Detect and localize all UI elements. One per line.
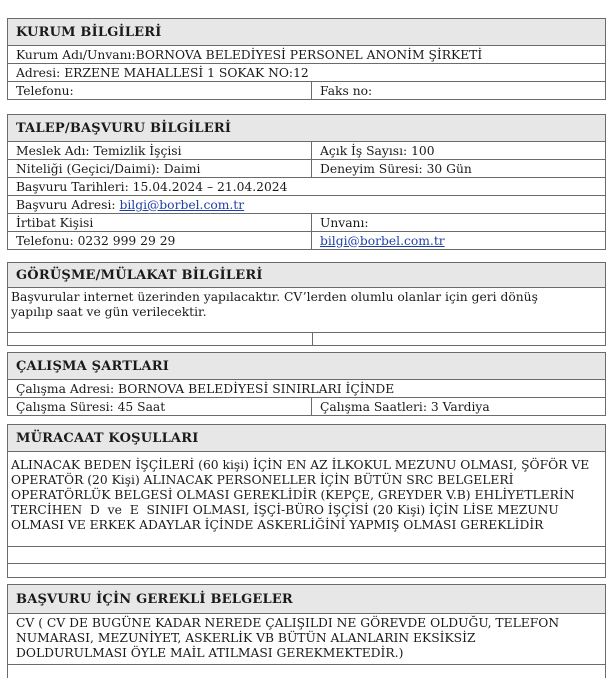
irtibat-email-cell xyxy=(312,232,445,249)
section-title: GÖRÜŞME/MÜLAKAT BİLGİLERİ xyxy=(16,267,263,283)
muracaat-line: OPERATÖRLÜK BELGESİ OLMASI GEREKLİDİR (KEPÇE, GREYDER V.B) EHLİYETLERİN xyxy=(11,488,575,502)
muracaat-line: OLMASI VE ERKEK ADAYLAR İÇİNDE ASKERLİĞİNİ YAPMIŞ OLMASI GEREKLİDİR xyxy=(11,518,544,532)
row-tarihler xyxy=(7,178,606,196)
blank-cell xyxy=(8,333,313,345)
row-telefon xyxy=(7,232,606,250)
belgeler-line: CV ( CV DE BUGÜNE KADAR NEREDE ÇALIŞILDI NE GÖREVDE OLDUĞU, TELEFON xyxy=(16,616,560,630)
basvuru-adresi xyxy=(8,196,605,213)
row-calisma-suresi xyxy=(7,398,606,416)
kurum-telefonu: Telefonu: xyxy=(8,82,312,99)
muracaat-line: OPERATÖR (20 Kişi) ALINACAK PERSONELLER İÇİN BÜTÜN SRC BELGELERİ xyxy=(11,473,514,487)
acik-is-sayisi: Açık İş Sayısı: 100 xyxy=(320,143,435,158)
irtibat-kisisi: İrtibat Kişisi xyxy=(8,214,312,231)
niteligi: Niteliği (Geçici/Daimi): Daimi xyxy=(8,160,312,177)
irtibat-telefonu: Telefonu: 0232 999 29 29 xyxy=(8,232,312,249)
muracaat-line: ALINACAK BEDEN İŞÇİLERİ (60 kişi) İÇİN EN AZ İLKOKUL MEZUNU OLMASI, ŞÖFÖR VE xyxy=(11,458,590,472)
gorusme-text xyxy=(7,288,606,332)
kurum-adi: Kurum Adı/Unvanı:BORNOVA BELEDİYESİ PERSONEL ANONİM ŞİRKETİ xyxy=(16,47,483,62)
basvuru-adresi-label: Başvuru Adresi: xyxy=(16,197,120,212)
blank-row xyxy=(7,664,606,678)
calisma-suresi: Çalışma Süresi: 45 Saat xyxy=(8,398,312,415)
belgeler-line: NUMARASI, MEZUNİYET, ASKERLİK VB BÜTÜN ALANLARIN EKSİKSİZ xyxy=(16,631,476,645)
section-header-muracaat xyxy=(7,424,606,452)
basvuru-adresi-link[interactable]: bilgi@borbel.com.tr xyxy=(119,197,245,212)
blank-row xyxy=(7,332,606,346)
section-header-kurum xyxy=(7,18,606,46)
section-title: ÇALIŞMA ŞARTLARI xyxy=(16,358,170,374)
calisma-saatleri: Çalışma Saatleri: 3 Vardiya xyxy=(320,399,490,414)
gorusme-line: yapılıp saat ve gün verilecektir. xyxy=(11,305,207,319)
row-telefon-faks xyxy=(7,82,606,100)
kurum-faks: Faks no: xyxy=(320,83,373,98)
section-title: TALEP/BAŞVURU BİLGİLERİ xyxy=(16,120,232,136)
section-header-talep xyxy=(7,114,606,142)
kurum-adresi: Adresi: ERZENE MAHALLESİ 1 SOKAK NO:12 xyxy=(16,65,309,80)
gorusme-line: Başvurular internet üzerinden yapılacaktır. CV’lerden olumlu olanlar için geri dönüş xyxy=(11,290,538,304)
row-niteligi xyxy=(7,160,606,178)
row-kurum-adi xyxy=(7,46,606,64)
row-basvuru-adresi xyxy=(7,196,606,214)
muracaat-line: TERCİHEN D ve E SINIFI OLMASI, İŞÇİ-BÜRO İŞÇİSİ (20 Kişi) İÇİN LİSE MEZUNU xyxy=(11,503,559,517)
calisma-adresi: Çalışma Adresi: BORNOVA BELEDİYESİ SINIRLARI İÇİNDE xyxy=(16,381,395,396)
unvani: Unvanı: xyxy=(320,215,369,230)
muracaat-text xyxy=(7,452,606,546)
section-title: MÜRACAAT KOŞULLARI xyxy=(16,430,199,446)
row-irtibat xyxy=(7,214,606,232)
section-title: BAŞVURU İÇİN GEREKLİ BELGELER xyxy=(16,591,293,607)
row-calisma-adresi xyxy=(7,380,606,398)
section-title: KURUM BİLGİLERİ xyxy=(16,24,162,40)
belgeler-line: DOLDURULMASI ÖYLE MAİL ATILMASI GEREKMEKTEDİR.) xyxy=(16,646,404,660)
blank-row xyxy=(7,564,606,578)
blank-row xyxy=(7,546,606,564)
basvuru-tarihleri: Başvuru Tarihleri: 15.04.2024 – 21.04.2024 xyxy=(16,179,288,194)
irtibat-email-link[interactable]: bilgi@borbel.com.tr xyxy=(320,233,445,248)
meslek-adi: Meslek Adı: Temizlik İşçisi xyxy=(8,142,312,159)
row-adresi xyxy=(7,64,606,82)
section-header-gorusme xyxy=(7,262,606,288)
deneyim-suresi: Deneyim Süresi: 30 Gün xyxy=(320,161,472,176)
section-header-belgeler xyxy=(7,584,606,614)
row-meslek xyxy=(7,142,606,160)
section-header-calisma xyxy=(7,352,606,380)
belgeler-text xyxy=(7,614,606,664)
